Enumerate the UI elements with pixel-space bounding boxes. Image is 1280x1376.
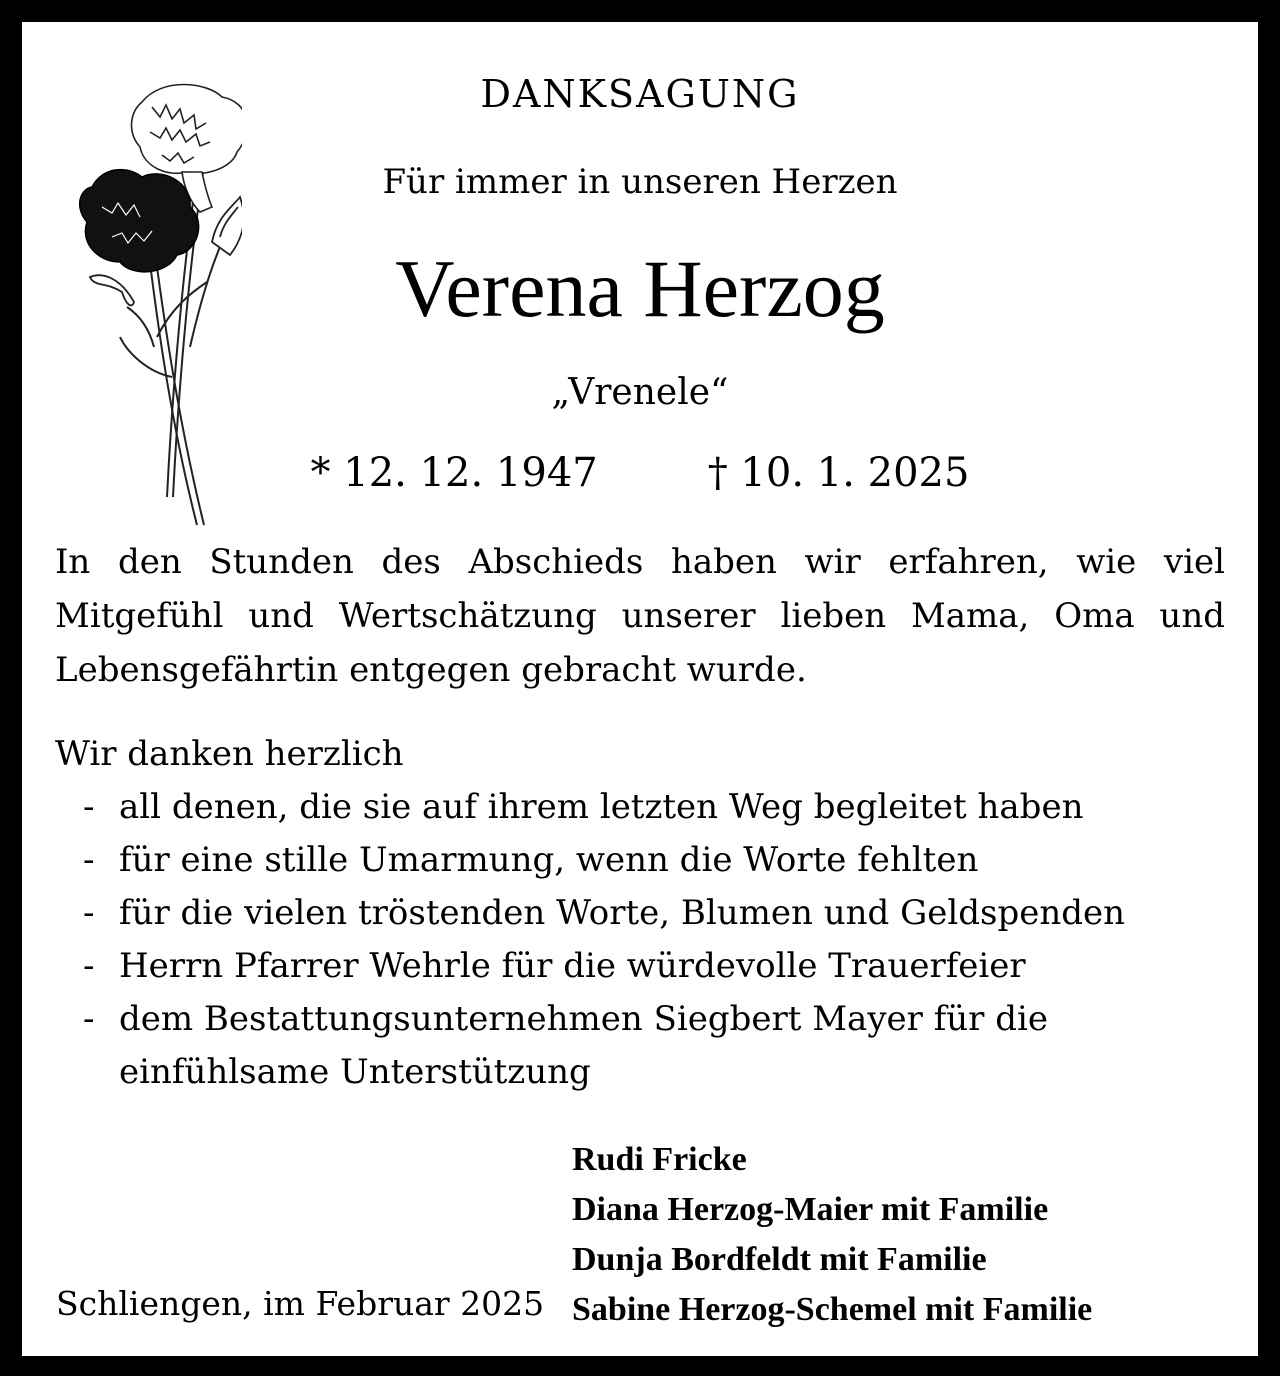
heading: DANKSAGUNG — [480, 72, 800, 116]
list-item-text: Herrn Pfarrer Wehrle für die würdevolle Trauerfeier — [119, 946, 1026, 986]
list-dash: - — [83, 840, 95, 880]
signature-line: Rudi Fricke — [572, 1141, 747, 1178]
list-item-text: einfühlsame Unterstützung — [119, 1052, 591, 1092]
list-dash: - — [83, 787, 95, 827]
thanks-intro: Wir danken herzlich — [55, 734, 404, 774]
place-date: Schliengen, im Februar 2025 — [56, 1284, 545, 1323]
signatures — [572, 1135, 1092, 1335]
list-item — [55, 940, 1125, 993]
life-dates — [22, 450, 1258, 496]
list-item — [55, 781, 1125, 834]
list-dash: - — [83, 893, 95, 933]
list-item — [55, 993, 1125, 1099]
subtitle: Für immer in unseren Herzen — [382, 162, 898, 202]
signature-line: Diana Herzog-Maier mit Familie — [572, 1191, 1049, 1228]
intro-paragraph — [55, 535, 1225, 697]
thanks-list — [55, 728, 1125, 1099]
list-dash: - — [83, 999, 95, 1039]
intro-line: In den Stunden des Abschieds haben wir erfahren, wie viel — [55, 542, 1225, 582]
deceased-name: Verena Herzog — [395, 243, 885, 334]
obituary-card — [22, 22, 1258, 1356]
death-date: † 10. 1. 2025 — [707, 450, 970, 496]
list-item-text: dem Bestattungsunternehmen Siegbert Mayer für die — [119, 999, 1049, 1039]
birth-date: * 12. 12. 1947 — [310, 450, 598, 496]
nickname: „Vrenele“ — [551, 372, 729, 413]
intro-line: Mitgefühl und Wertschätzung unserer lieben Mama, Oma und — [55, 596, 1225, 636]
signature-line: Sabine Herzog-Schemel mit Familie — [572, 1291, 1093, 1328]
list-item — [55, 887, 1125, 940]
list-dash: - — [83, 946, 95, 986]
list-item — [55, 834, 1125, 887]
intro-line: Lebensgefährtin entgegen gebracht wurde. — [55, 650, 807, 690]
list-item-text: für eine stille Umarmung, wenn die Worte fehlten — [119, 840, 979, 880]
signature-line: Dunja Bordfeldt mit Familie — [572, 1241, 987, 1278]
list-item-text: für die vielen tröstenden Worte, Blumen und Geldspenden — [119, 893, 1126, 933]
list-item-text: all denen, die sie auf ihrem letzten Weg begleitet haben — [119, 787, 1084, 827]
